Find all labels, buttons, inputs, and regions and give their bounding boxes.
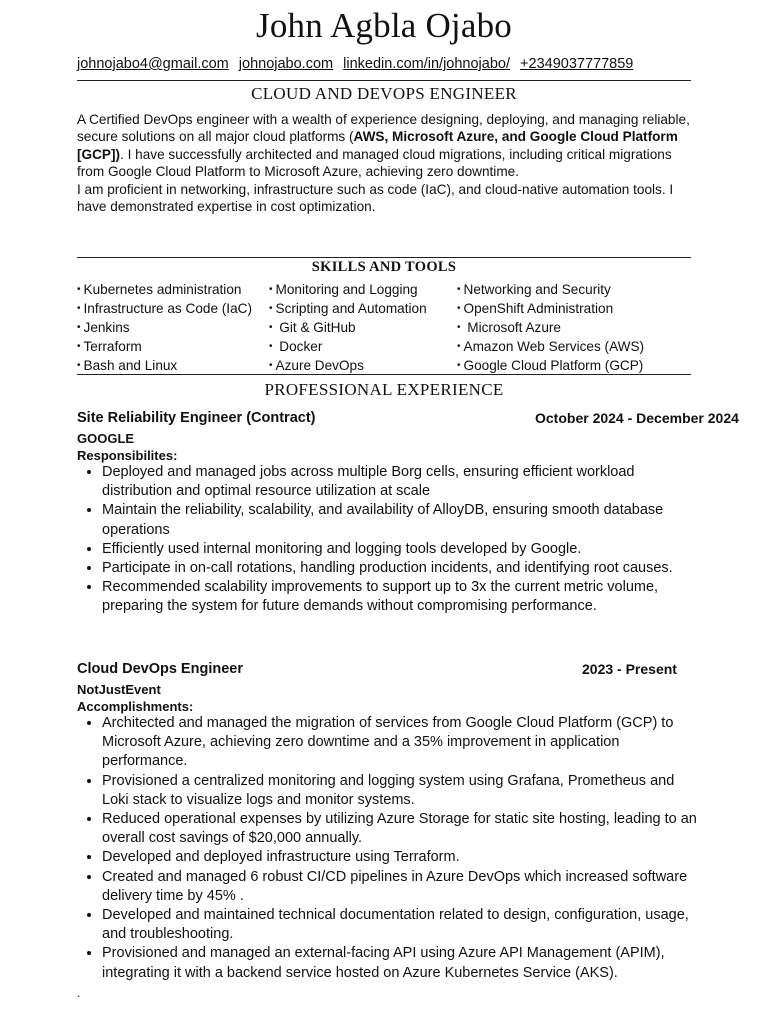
skill-item [457,281,644,300]
skill-item [77,300,252,319]
header-divider [77,80,691,81]
skill-label: Scripting and Automation [275,301,427,316]
job-title: Site Reliability Engineer (Contract) [77,410,316,426]
bullet-icon: • [269,341,273,352]
website-link[interactable]: johnojabo.com [238,56,334,72]
experience-title: PROFESSIONAL EXPERIENCE [264,380,504,399]
skill-label: Infrastructure as Code (IaC) [83,301,252,316]
skill-item [457,319,644,338]
bullet-icon: • [457,341,461,352]
job-notjustevent [77,661,737,981]
skills-top-divider [77,257,691,258]
bullet-icon: • [77,341,81,352]
bullet-item: • Architected and managed the migration of services from Google Cloud Platform (GCP) to Microsoft Azure, achieving zero downtime and a 35% improvement in application performance. [102,714,702,772]
headline: CLOUD AND DEVOPS ENGINEER [251,84,517,103]
skill-label: Monitoring and Logging [275,282,418,297]
bullet-icon: • [77,303,81,314]
bullet-icon: • [77,322,81,333]
bullet-item: • Developed and deployed infrastructure using Terraform. [102,848,702,867]
job-dates: 2023 - Present [582,661,677,677]
job-dates: October 2024 - December 2024 [535,410,739,426]
summary-paragraph-2: I am proficient in networking, infrastructure such as code (IaC), and cloud-native automation tools. I have demonstrated expertise in cost optimization. [77,181,674,215]
bullet-icon: • [457,322,461,333]
skills-column-2 [269,281,427,376]
skill-label: OpenShift Administration [463,301,614,316]
skill-label: Git & GitHub [275,320,356,335]
skills-title: SKILLS AND TOOLS [311,259,457,275]
bullet-icon: • [457,284,461,295]
bullet-item: • Created and managed 6 robust CI/CD pipelines in Azure DevOps which increased software delivery time by 45% . [102,868,702,906]
contact-line [77,56,697,72]
bullet-icon: • [457,303,461,314]
skill-item [269,319,427,338]
bullet-icon: • [269,360,273,371]
skills-column-3 [457,281,644,376]
skill-item [77,281,252,300]
skill-label: Microsoft Azure [463,320,561,335]
skill-label: Networking and Security [463,282,611,297]
skill-label: Bash and Linux [83,358,178,373]
bullet-item: • Provisioned a centralized monitoring and logging system using Grafana, Prometheus and Loki stack to visualize logs and monitor systems. [102,772,702,810]
skill-item [77,338,252,357]
skills-column-1 [77,281,252,376]
summary [77,111,691,215]
bullet-item: • Maintain the reliability, scalability, and availability of AlloyDB, ensuring smooth database operations [102,501,702,539]
skill-label: Amazon Web Services (AWS) [463,339,645,354]
candidate-name: John Agbla Ojabo [256,6,512,45]
skill-item [269,281,427,300]
skill-label: Kubernetes administration [83,282,242,297]
skill-item [269,338,427,357]
job-company: NotJustEvent [77,682,161,697]
job-company: GOOGLE [77,431,135,446]
bullet-item: • Participate in on-call rotations, handling production incidents, and identifying root causes. [102,559,702,578]
skill-label: Docker [275,339,323,354]
bullet-item: • Developed and maintained technical documentation related to design, configuration, usage, and troubleshooting. [102,906,702,944]
experience-top-divider [77,374,691,375]
skill-item [457,300,644,319]
skill-label: Jenkins [83,320,130,335]
skill-item [269,300,427,319]
bullet-icon: • [77,284,81,295]
bullet-icon: • [269,284,273,295]
skill-item [77,319,252,338]
job-bullets [77,463,702,617]
skill-label: Google Cloud Platform (GCP) [463,358,644,373]
summary-paragraph-1: A Certified DevOps engineer with a wealth of experience designing, deploying, and managing reliable, secure solutions on all major cloud platforms (AWS, Microsoft Azure, and Google Cloud Platform [GCP]). I have successfully architected and managed cloud migrations, including critical migrations from Google Cloud Platform to Microsoft Azure, achieving zero downtime. [77,112,690,180]
job-bullets [77,714,702,983]
job-google [77,410,737,640]
job-title: Cloud DevOps Engineer [77,661,243,677]
bullet-item: • Recommended scalability improvements to support up to 3x the current metric volume, preparing the system for future demands without compromising performance. [102,578,702,616]
trailing-mark: . [77,986,81,1000]
bullet-icon: • [77,360,81,371]
phone-link[interactable]: +2349037777859 [520,56,634,72]
bullet-item: • Deployed and managed jobs across multiple Borg cells, ensuring efficient workload distribution and optimal resource utilization at scale [102,463,702,501]
bullet-icon: • [457,360,461,371]
email-link[interactable]: johnojabo4@gmail.com [77,56,229,72]
skill-item [457,338,644,357]
linkedin-link[interactable]: linkedin.com/in/johnojabo/ [343,56,510,72]
bullet-item: • Reduced operational expenses by utilizing Azure Storage for static site hosting, leading to an overall cost savings of $20,000 annually. [102,810,702,848]
bullet-item: • Provisioned and managed an external-facing API using Azure API Management (APIM), integrating it with a backend service hosted on Azure Kubernetes Service (AKS). [102,944,702,982]
bullet-icon: • [269,303,273,314]
skill-label: Azure DevOps [275,358,364,373]
skill-label: Terraform [83,339,142,354]
bullet-icon: • [269,322,273,333]
job-subheading: Accomplishments: [77,699,194,714]
job-subheading: Responsibilites: [77,448,178,463]
bullet-item: • Efficiently used internal monitoring and logging tools developed by Google. [102,540,702,559]
